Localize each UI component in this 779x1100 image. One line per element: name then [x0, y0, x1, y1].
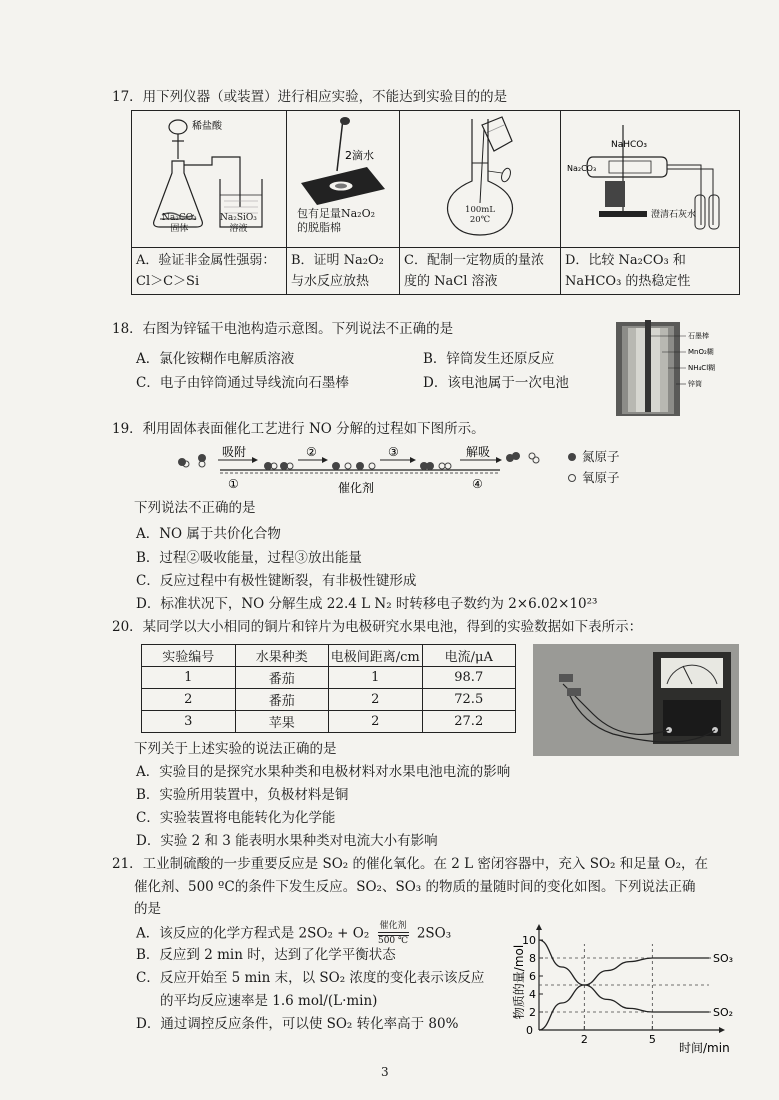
q19-lead: 下列说法不正确的是	[134, 500, 256, 516]
table-cell: 3	[142, 711, 236, 733]
table-row	[142, 689, 516, 711]
table-header: 实验编号	[142, 645, 236, 667]
label-100ml: 100mL	[465, 205, 495, 215]
fruit-battery-illustration	[533, 644, 739, 756]
apparatus-a-diagram	[132, 111, 287, 243]
label-hcl: 稀盐酸	[192, 121, 222, 132]
table-header: 电极间距离/cm	[329, 645, 423, 667]
q21-option-d: D．通过调控反应条件，可以使 SO₂ 转化率高于 80%	[136, 1016, 459, 1032]
step-2: ②	[306, 446, 317, 459]
y-tick-label: 10	[522, 934, 536, 947]
q20-stem: 20．某同学以大小相同的铜片和锌片为电极研究水果电池，得到的实验数据如下表所示：	[112, 619, 643, 635]
q21-option-b: B．反应到 2 min 时，达到了化学平衡状态	[136, 947, 396, 963]
q19-option-d: D．标准状况下，NO 分解生成 22.4 L N₂ 时转移电子数约为 2×6.02×10²³	[136, 596, 598, 612]
q21-line-chart	[505, 920, 740, 1055]
apparatus-d-diagram	[561, 111, 740, 243]
q21-option-c-line1: C．反应开始至 5 min 末，以 SO₂ 浓度的变化表示该反应	[136, 970, 485, 986]
y-tick-label: 4	[529, 988, 536, 1001]
q17-pic-a	[132, 111, 287, 248]
q17-option-a: A．验证非金属性强弱：Cl＞C＞Si	[132, 248, 287, 295]
fruit-battery-photo	[533, 644, 739, 756]
table-row	[142, 711, 516, 733]
q20-option-b: B．实验所用装置中，负极材料是铜	[136, 787, 349, 803]
q19-option-b: B．过程②吸收能量，过程③放出能量	[136, 550, 362, 566]
series-line-so2	[539, 940, 709, 1012]
label-two-drops: 2滴水	[345, 149, 374, 162]
table-cell: 27.2	[422, 711, 516, 733]
x-axis-arrow	[719, 1027, 725, 1033]
q20-data-table	[141, 644, 516, 733]
q17-option-d: D．比较 Na₂CO₃ 和 NaHCO₃ 的热稳定性	[561, 248, 740, 295]
table-cell: 番茄	[235, 667, 329, 689]
table-cell: 1	[142, 667, 236, 689]
table-header: 水果种类	[235, 645, 329, 667]
nitrogen-atom-icon	[568, 453, 576, 461]
step-1: ①	[228, 477, 239, 491]
oxygen-atom-icon	[568, 474, 576, 482]
q18-option-d: D．该电池属于一次电池	[423, 375, 569, 391]
battery-diagram	[610, 318, 740, 418]
legend-nitrogen: 氮原子	[568, 447, 620, 465]
label-nh4cl-paste: NH₄Cl糊	[688, 364, 716, 372]
legend-oxygen: 氧原子	[568, 468, 620, 486]
label-limewater: 澄清石灰水	[651, 210, 697, 220]
table-cell: 2	[142, 689, 236, 711]
q17-option-c: C．配制一定物质的量浓度的 NaCl 溶液	[400, 248, 561, 295]
table-cell: 番茄	[235, 689, 329, 711]
table-cell: 72.5	[422, 689, 516, 711]
table-cell: 2	[329, 711, 423, 733]
q20-option-d: D．实验 2 和 3 能表明水果种类对电流大小有影响	[136, 833, 438, 849]
series-label: SO₃	[713, 952, 734, 965]
q20-option-a: A．实验目的是探究水果种类和电极材料对水果电池电流的影响	[136, 764, 511, 780]
series-line-so3	[539, 958, 709, 1030]
q18-option-a: A．氯化铵糊作电解质溶液	[136, 351, 295, 367]
y-tick-label: 6	[529, 970, 536, 983]
label-na2co3-d: Na₂CO₃	[567, 164, 597, 173]
page-number: 3	[381, 1065, 389, 1079]
q18-option-b: B．锌筒发生还原反应	[423, 351, 555, 367]
q21-stem-line3: 的是	[134, 901, 161, 917]
q17-stem: 17．用下列仪器（或装置）进行相应实验，不能达到实验目的的是	[112, 89, 508, 105]
y-axis-arrow	[536, 924, 542, 930]
table-header-row	[142, 645, 516, 667]
label-solution: 溶液	[229, 224, 248, 234]
q17-apparatus-table	[131, 110, 740, 295]
step-4: ④	[472, 477, 483, 491]
label-na2sio3: Na₂SiO₃	[220, 213, 257, 223]
q19-option-a: A．NO 属于共价化合物	[136, 526, 281, 542]
table-cell: 1	[329, 667, 423, 689]
origin-label: 0	[526, 1024, 533, 1037]
x-tick-label: 5	[648, 1033, 656, 1046]
label-na2co3: Na₂CO₃	[162, 213, 197, 223]
q20-lead: 下列关于上述实验的说法正确的是	[134, 741, 337, 757]
label-solid: 固体	[170, 224, 189, 234]
y-tick-label: 8	[529, 952, 536, 965]
series-label: SO₂	[713, 1006, 734, 1019]
table-cell: 2	[329, 689, 423, 711]
q21-stem-line2: 催化剂、500 ºC的条件下发生反应。SO₂、SO₃ 的物质的量随时间的变化如图。下列说法正确	[134, 879, 696, 895]
condition-temperature: 500 ℃	[377, 936, 409, 946]
label-20c: 20℃	[469, 215, 491, 225]
q21-option-c-line2: 的平均反应速率是 1.6 mol/(L·min)	[160, 993, 378, 1009]
q17-pic-c	[400, 111, 561, 248]
no-decomposition-diagram	[170, 446, 570, 496]
label-cotton: 的脱脂棉	[297, 221, 341, 234]
q18-option-c: C．电子由锌筒通过导线流向石墨棒	[136, 375, 349, 391]
label-nahco3: NaHCO₃	[611, 140, 647, 150]
y-tick-label: 2	[529, 1006, 536, 1019]
condition-catalyst: 催化剂	[379, 921, 407, 931]
step-adsorb: 吸附	[222, 446, 247, 459]
step-3: ③	[388, 446, 399, 459]
x-axis-label: 时间/min	[679, 1041, 730, 1055]
q17-option-b: B．证明 Na₂O₂ 与水反应放热	[287, 248, 400, 295]
catalyst-label: 催化剂	[338, 481, 375, 495]
label-zinc-can: 锌筒	[688, 380, 702, 388]
step-desorb: 解吸	[466, 446, 491, 459]
q21-option-a: A．该反应的化学方程式是 2SO₂ + O₂ 催化剂 500 ℃ 2SO₃	[136, 921, 452, 946]
q17-pic-b	[287, 111, 400, 248]
q20-option-c: C．实验装置将电能转化为化学能	[136, 810, 336, 826]
table-header: 电流/μA	[422, 645, 516, 667]
x-tick-label: 2	[580, 1033, 588, 1046]
y-axis-label: 物质的量/mol	[512, 944, 526, 1020]
label-na2o2: 包有足量Na₂O₂	[297, 207, 376, 220]
table-cell: 苹果	[235, 711, 329, 733]
table-cell: 98.7	[422, 667, 516, 689]
q19-stem: 19．利用固体表面催化工艺进行 NO 分解的过程如下图所示。	[112, 421, 485, 437]
q17-pic-d	[561, 111, 740, 248]
label-graphite-rod: 石墨棒	[688, 332, 709, 340]
q18-stem: 18．右图为锌锰干电池构造示意图。下列说法不正确的是	[112, 321, 454, 337]
table-row	[142, 667, 516, 689]
q19-option-c: C．反应过程中有极性键断裂，有非极性键形成	[136, 573, 417, 589]
label-mno2-paste: MnO₂糊	[688, 348, 714, 356]
q21-stem-line1: 21．工业制硫酸的一步重要反应是 SO₂ 的催化氧化。在 2 L 密闭容器中，充入 SO₂ 和足量 O₂，在	[112, 856, 708, 872]
